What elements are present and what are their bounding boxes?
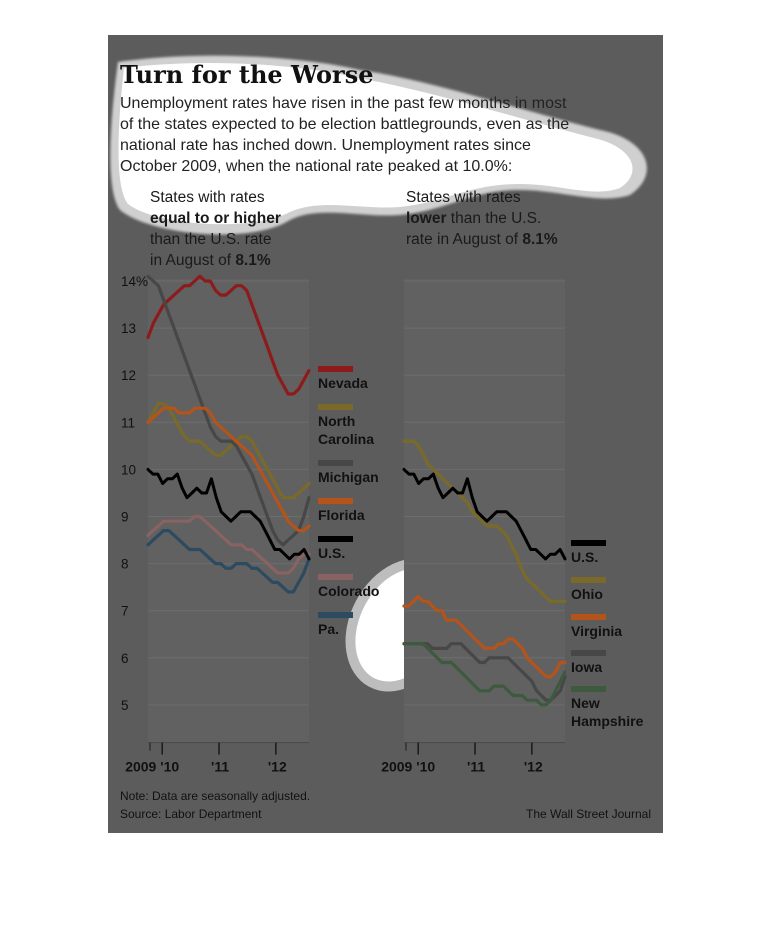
legend-label-line: Hampshire <box>571 713 644 729</box>
heading-run: States with rates <box>150 189 265 206</box>
legend-swatch-michigan <box>318 460 353 466</box>
legend-swatch-u-s <box>318 536 353 542</box>
x-tick-label: 2009 '10 <box>381 758 436 775</box>
plot-area <box>148 279 309 743</box>
heading-line <box>150 231 272 248</box>
y-tick-label: 12 <box>121 368 137 384</box>
legend-label-michigan <box>318 469 379 485</box>
legend-swatch-nevada <box>318 366 353 372</box>
legend-label-u-s <box>318 545 345 561</box>
subtitle-line: of the states expected to be election battlegrounds, even as the <box>120 116 570 133</box>
y-tick-label: 13 <box>121 321 137 337</box>
heading-line <box>150 210 281 227</box>
legend-swatch-ohio <box>571 577 606 583</box>
y-tick-label: 7 <box>121 603 129 619</box>
subtitle-line: October 2009, when the national rate peaked at 10.0%: <box>120 158 513 175</box>
heading-run: 8.1% <box>522 231 558 248</box>
heading-line <box>150 189 265 206</box>
credit: The Wall Street Journal <box>526 807 651 821</box>
y-tick-label: 5 <box>121 697 129 713</box>
legend-label-line: Iowa <box>571 659 603 675</box>
legend-swatch-colorado <box>318 574 353 580</box>
heading-run: equal to or higher <box>150 210 281 227</box>
y-tick-label: 6 <box>121 650 129 666</box>
legend-label-line: Ohio <box>571 586 603 602</box>
x-tick-label: '12 <box>267 758 287 775</box>
heading-run: States with rates <box>406 189 521 206</box>
legend-label-nevada <box>318 375 368 391</box>
legend-swatch-virginia <box>571 614 606 620</box>
heading-line <box>406 231 558 248</box>
legend-label-line: Colorado <box>318 583 380 599</box>
legend-swatch-iowa <box>571 650 606 656</box>
legend-label-colorado <box>318 583 379 599</box>
legend-label-line: New <box>571 695 600 711</box>
y-tick-label: 14% <box>121 274 149 289</box>
y-tick-label: 9 <box>121 509 129 525</box>
legend-label-pa <box>318 621 339 637</box>
legend-label-line: Nevada <box>318 375 368 391</box>
heading-line <box>406 189 521 206</box>
legend-swatch-new-hampshire <box>571 686 606 692</box>
legend-label-u-s <box>571 549 598 565</box>
legend-label-line: Carolina <box>318 431 375 447</box>
x-tick-label: '11 <box>211 758 230 775</box>
legend-swatch-north-carolina <box>318 404 353 410</box>
legend-label-line: Michigan <box>318 469 379 485</box>
chart-title: Turn for the Worse <box>120 60 374 89</box>
heading-run: than the U.S. rate <box>150 231 272 248</box>
footnote: Note: Data are seasonally adjusted. <box>120 789 311 803</box>
legend-label-line: Virginia <box>571 623 623 639</box>
heading-run: in August of <box>150 252 236 269</box>
y-tick-label: 10 <box>121 462 137 478</box>
legend-label-virginia <box>571 623 622 639</box>
legend-label-line: U.S. <box>571 549 599 565</box>
heading-run: 8.1% <box>235 252 271 269</box>
legend-label-line: Pa. <box>318 621 340 637</box>
heading-line <box>406 210 541 227</box>
heading-run: lower <box>406 210 447 227</box>
legend-swatch-florida <box>318 498 353 504</box>
legend-label-ohio <box>571 586 603 602</box>
heading-run: than the U.S. <box>446 210 542 227</box>
y-tick-label: 11 <box>121 415 136 431</box>
legend-label-line: North <box>318 413 356 429</box>
x-tick-label: '12 <box>523 758 543 775</box>
source: Source: Labor Department <box>120 807 262 821</box>
legend-label-line: Florida <box>318 507 365 523</box>
legend-label-line: U.S. <box>318 545 346 561</box>
heading-run: rate in August of <box>406 231 523 248</box>
legend-swatch-u-s <box>571 540 606 546</box>
legend-label-iowa <box>571 659 602 675</box>
legend-swatch-pa <box>318 612 353 618</box>
y-tick-label: 8 <box>121 556 129 572</box>
subtitle-line: national rate has inched down. Unemployment rates since <box>120 137 531 154</box>
legend-label-florida <box>318 507 365 523</box>
heading-line <box>150 252 271 269</box>
x-tick-label: '11 <box>467 758 486 775</box>
x-tick-label: 2009 '10 <box>125 758 180 775</box>
subtitle-line: Unemployment rates have risen in the past few months in most <box>120 95 567 112</box>
